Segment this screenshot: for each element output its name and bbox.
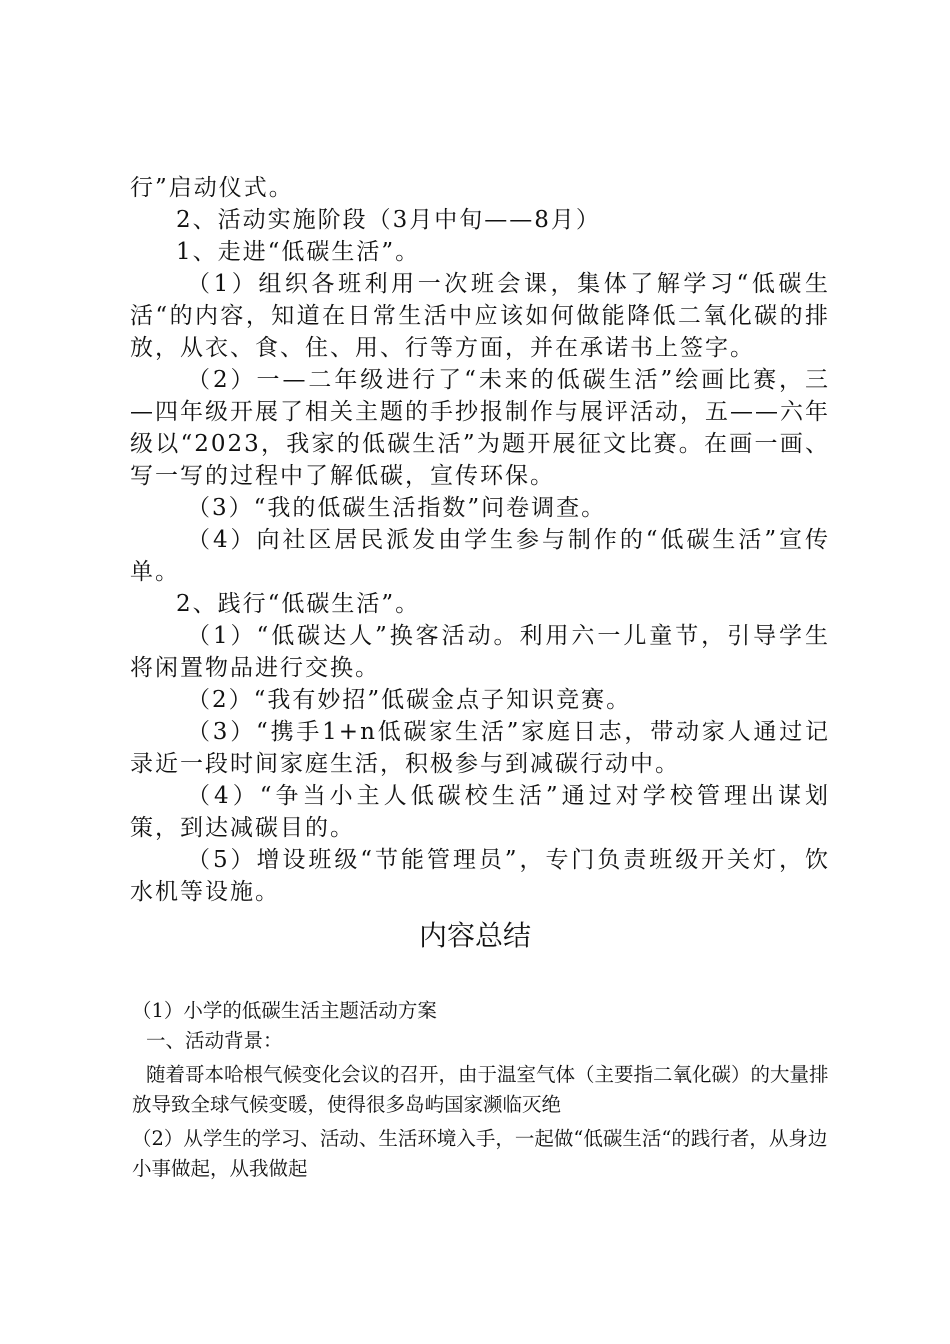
summary-line: （1）小学的低碳生活主题活动方案 xyxy=(132,999,437,1022)
paragraph: （4）向社区居民派发由学生参与制作的“低碳生活”宣传单。 xyxy=(130,527,830,585)
summary-body xyxy=(132,996,832,1184)
paragraph: （4）“争当小主人低碳校生活”通过对学校管理出谋划策，到达减碳目的。 xyxy=(130,783,830,841)
paragraph: （1）组织各班利用一次班会课，集体了解学习“低碳生活“的内容，知道在日常生活中应该如何做能降低二氧化碳的排放，从衣、食、住、用、行等方面，并在承诺书上签字。 xyxy=(130,271,830,361)
summary-line: （2）从学生的学习、活动、生活环境入手，一起做“低碳生活“的践行者，从身边小事做起，从我做起 xyxy=(132,1127,828,1180)
summary-line: 随着哥本哈根气候变化会议的召开，由于温室气体（主要指二氧化碳）的大量排放导致全球气候变暖，使得很多岛屿国家濒临灭绝 xyxy=(132,1063,829,1116)
section-heading: 2、活动实施阶段（3月中旬——8月） xyxy=(176,207,601,233)
paragraph: （2）“我有妙招”低碳金点子知识竞赛。 xyxy=(187,687,632,713)
paragraph: 行”启动仪式。 xyxy=(130,175,294,201)
paragraph: （2）一—二年级进行了“未来的低碳生活”绘画比赛，三—四年级开展了相关主题的手抄报制作与展评活动，五——六年级以“2023，我家的低碳生活”为题开展征文比赛。在画一画、写一写的过程中了解低碳，宣传环保。 xyxy=(130,367,830,489)
summary-title: 内容总结 xyxy=(418,919,531,952)
paragraph: （3）“携手1+n低碳家生活”家庭日志，带动家人通过记录近一段时间家庭生活，积极参与到减碳行动中。 xyxy=(130,719,830,777)
subsection-heading: 2、践行“低碳生活”。 xyxy=(176,591,421,617)
paragraph: （1）“低碳达人”换客活动。利用六一儿童节，引导学生将闲置物品进行交换。 xyxy=(130,623,830,681)
summary-line: 一、活动背景： xyxy=(146,1029,283,1052)
paragraph: （5）增设班级“节能管理员”，专门负责班级开关灯，饮水机等设施。 xyxy=(130,847,830,905)
subsection-heading: 1、走进“低碳生活”。 xyxy=(176,239,421,265)
paragraph: （3）“我的低碳生活指数”问卷调查。 xyxy=(187,495,607,521)
document-body xyxy=(130,172,830,908)
